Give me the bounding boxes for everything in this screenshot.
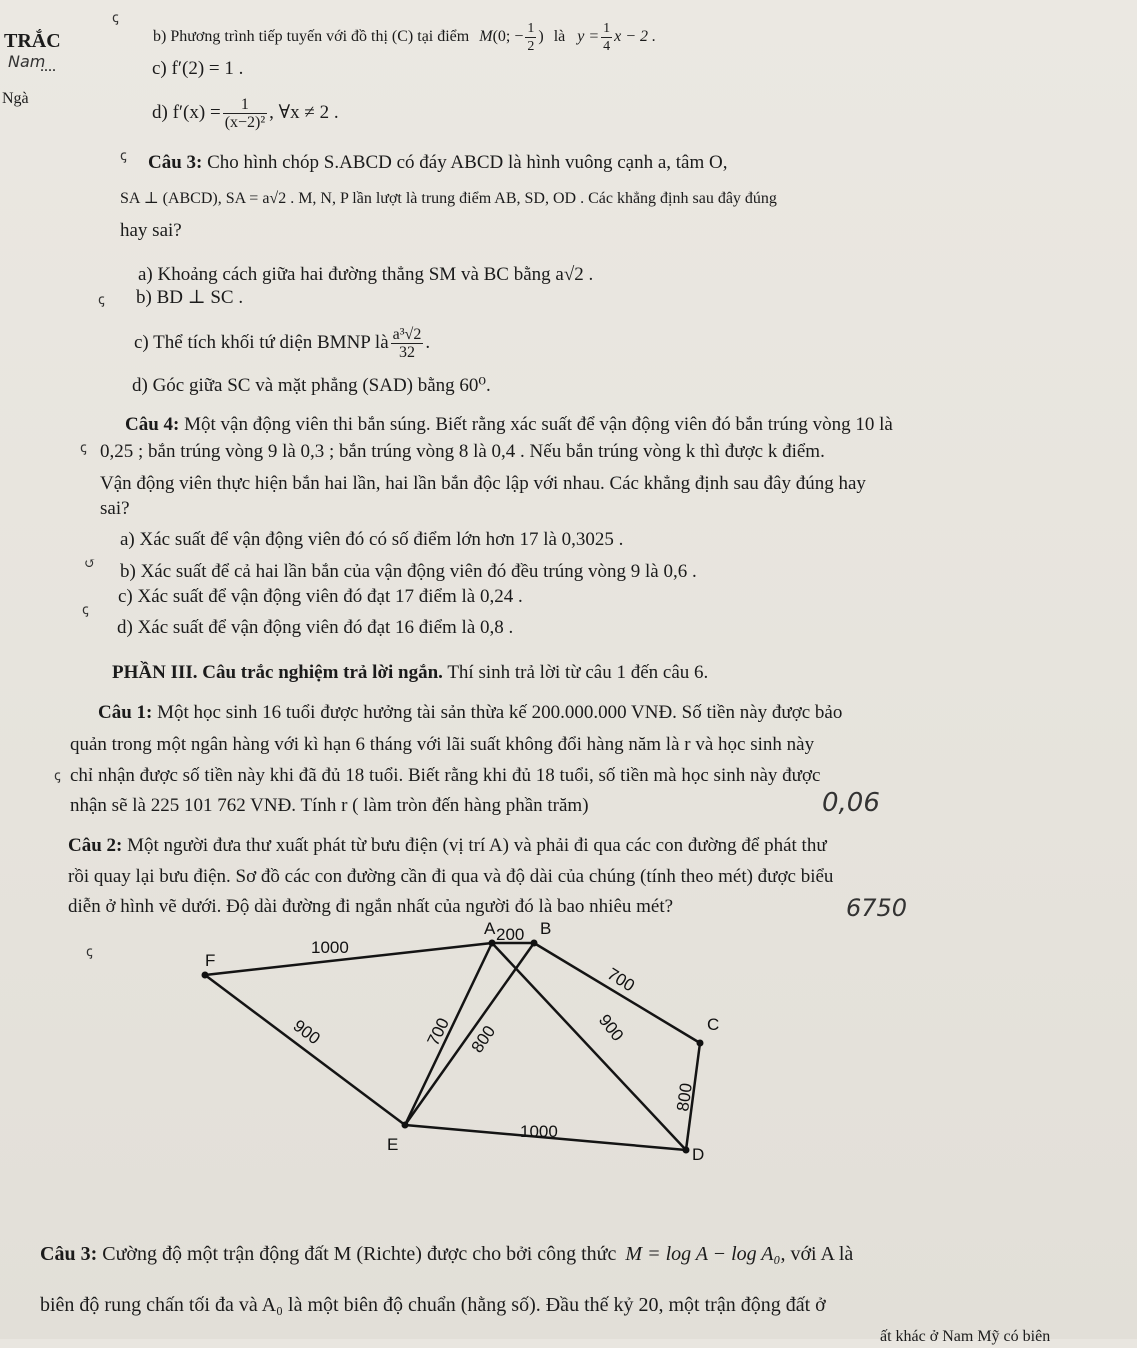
part3-q3-line3-partial: ất khác ở Nam Mỹ có biên bbox=[880, 1328, 1051, 1345]
q4-item-d: d) Xác suất để vận động viên đó đạt 16 điểm là 0,8 . bbox=[117, 617, 514, 638]
margin-name-scribble: Nam bbox=[8, 52, 46, 71]
tick-mark: ꞔ bbox=[98, 293, 105, 308]
part3-q2-line1: Câu 2: Một người đưa thư xuất phát từ bưu điện (vị trí A) và phải đi qua các con đường để phát thư bbox=[68, 835, 827, 856]
tick-mark: ꞔ bbox=[80, 441, 87, 456]
tick-mark: ꞔ bbox=[82, 603, 89, 618]
edge-F-E bbox=[205, 975, 405, 1125]
q3-item-b: b) BD ⊥ SC . bbox=[136, 287, 244, 308]
q4-item-c: c) Xác suất để vận động viên đó đạt 17 điểm là 0,24 . bbox=[118, 586, 523, 607]
part3-q2-line3: diễn ở hình vẽ dưới. Độ dài đường đi ngắn nhất của người đó là bao nhiêu mét? bbox=[68, 896, 674, 917]
edge-length-B-E: 800 bbox=[467, 1022, 500, 1057]
edge-length-A-B: 200 bbox=[496, 925, 525, 944]
part3-q1-line3: chỉ nhận được số tiền này khi đã đủ 18 tuổi. Biết rằng khi đủ 18 tuổi, số tiền mà học sinh này được bbox=[70, 765, 821, 786]
tick-mark: ꞔ bbox=[54, 769, 61, 784]
q4-line4: sai? bbox=[100, 498, 130, 519]
tick-mark: ↺ bbox=[84, 557, 96, 572]
margin-dots: .... bbox=[40, 58, 56, 75]
node-label-F: F bbox=[205, 951, 216, 970]
margin-header: TRẮC bbox=[4, 30, 61, 52]
node-label-C: C bbox=[707, 1015, 720, 1034]
part3-q3-line2: biên độ rung chấn tối đa và A₀ là một biên độ chuẩn (hằng số). Đầu thế kỷ 20, một trận động đất ở bbox=[40, 1294, 826, 1316]
q2-item-b: b) Phương trình tiếp tuyến với đồ thị (C) tại điểm M(0; − $\frac{1}{2}$ ) là y = $\frac{1}{4}$ x − 2 . bbox=[153, 21, 657, 54]
edge-length-E-D: 1000 bbox=[520, 1122, 558, 1141]
node-label-A: A bbox=[484, 919, 496, 938]
q3-item-c: c) Thể tích khối tứ diện BMNP là $\frac{\text{a³√2}}{32}$ . bbox=[134, 326, 431, 361]
handwritten-answer-q1: 0,06 bbox=[822, 788, 880, 818]
q3-item-d: d) Góc giữa SC và mặt phẳng (SAD) bằng 60⁰. bbox=[132, 375, 491, 396]
edge-length-A-D: 900 bbox=[594, 1010, 628, 1045]
handwritten-answer-q2: 6750 bbox=[846, 894, 908, 922]
q4-line1: Câu 4: Một vận động viên thi bắn súng. Biết rằng xác suất để vận động viên đó bắn trúng vòng 10 là bbox=[125, 414, 893, 435]
q4-item-a: a) Xác suất để vận động viên đó có số điểm lớn hơn 17 là 0,3025 . bbox=[120, 529, 624, 550]
part3-q1-line1: Câu 1: Một học sinh 16 tuổi được hưởng tài sản thừa kế 200.000.000 VNĐ. Số tiền này được bảo bbox=[98, 702, 843, 723]
tick-mark: ꞔ bbox=[112, 11, 119, 26]
margin-date-label: Ngà bbox=[2, 90, 29, 107]
part3-q1-line2: quản trong một ngân hàng với kì hạn 6 tháng với lãi suất không đổi hàng năm là r và học sinh này bbox=[70, 734, 815, 755]
node-label-B: B bbox=[540, 919, 552, 938]
node-label-E: E bbox=[387, 1135, 399, 1154]
q2-item-c: c) f′(2) = 1 . bbox=[152, 58, 244, 79]
q3-line2: SA ⊥ (ABCD), SA = a√2 . M, N, P lần lượt là trung điểm AB, SD, OD . Các khẳng định sau đây đúng bbox=[120, 190, 777, 207]
edge-B-E bbox=[405, 943, 534, 1125]
q4-line2: 0,25 ; bắn trúng vòng 9 là 0,3 ; bắn trúng vòng 8 là 0,4 . Nếu bắn trúng vòng k thì được k điểm. bbox=[100, 441, 825, 462]
edge-length-B-C: 700 bbox=[603, 964, 639, 996]
edge-length-F-A: 1000 bbox=[311, 938, 349, 957]
tick-mark: ꞔ bbox=[120, 149, 127, 164]
edge-length-C-D: 800 bbox=[673, 1081, 696, 1113]
q3-line1: Câu 3: Cho hình chóp S.ABCD có đáy ABCD là hình vuông cạnh a, tâm O, bbox=[148, 152, 728, 173]
node-dot-C bbox=[697, 1040, 704, 1047]
q2-item-d: d) f′(x) = $\frac{1}{\text{(x−2)²}}$ , ∀x ≠ 2 . bbox=[152, 96, 339, 131]
part3-q1-line4: nhận sẽ là 225 101 762 VNĐ. Tính r ( làm tròn đến hàng phần trăm) bbox=[70, 795, 589, 816]
edge-length-A-E: 700 bbox=[423, 1014, 454, 1049]
part3-q3-line1: Câu 3: Cường độ một trận động đất M (Richte) được cho bởi công thức M = log A − log A₀, với A là bbox=[40, 1243, 854, 1265]
node-dot-B bbox=[531, 940, 538, 947]
node-dot-D bbox=[683, 1147, 690, 1154]
part3-q2-line2: rồi quay lại bưu điện. Sơ đồ các con đường cần đi qua và độ dài của chúng (tính theo mét) được biểu bbox=[68, 866, 834, 887]
edge-length-F-E: 900 bbox=[289, 1016, 324, 1049]
q3-line3: hay sai? bbox=[120, 220, 182, 241]
node-dot-F bbox=[202, 972, 209, 979]
part3-heading: PHẦN III. Câu trắc nghiệm trả lời ngắn. Thí sinh trả lời từ câu 1 đến câu 6. bbox=[112, 662, 709, 683]
tick-mark: ꞔ bbox=[86, 945, 93, 960]
node-label-D: D bbox=[692, 1145, 705, 1164]
q4-item-b: b) Xác suất để cả hai lần bắn của vận động viên đó đều trúng vòng 9 là 0,6 . bbox=[120, 561, 697, 582]
node-dot-E bbox=[402, 1122, 409, 1129]
q4-line3: Vận động viên thực hiện bắn hai lần, hai lần bắn độc lập với nhau. Các khẳng định sau đây đúng hay bbox=[100, 473, 866, 494]
edge-A-D bbox=[492, 943, 686, 1150]
q3-item-a: a) Khoảng cách giữa hai đường thẳng SM và BC bằng a√2 . bbox=[138, 264, 594, 285]
node-dot-A bbox=[489, 940, 496, 947]
